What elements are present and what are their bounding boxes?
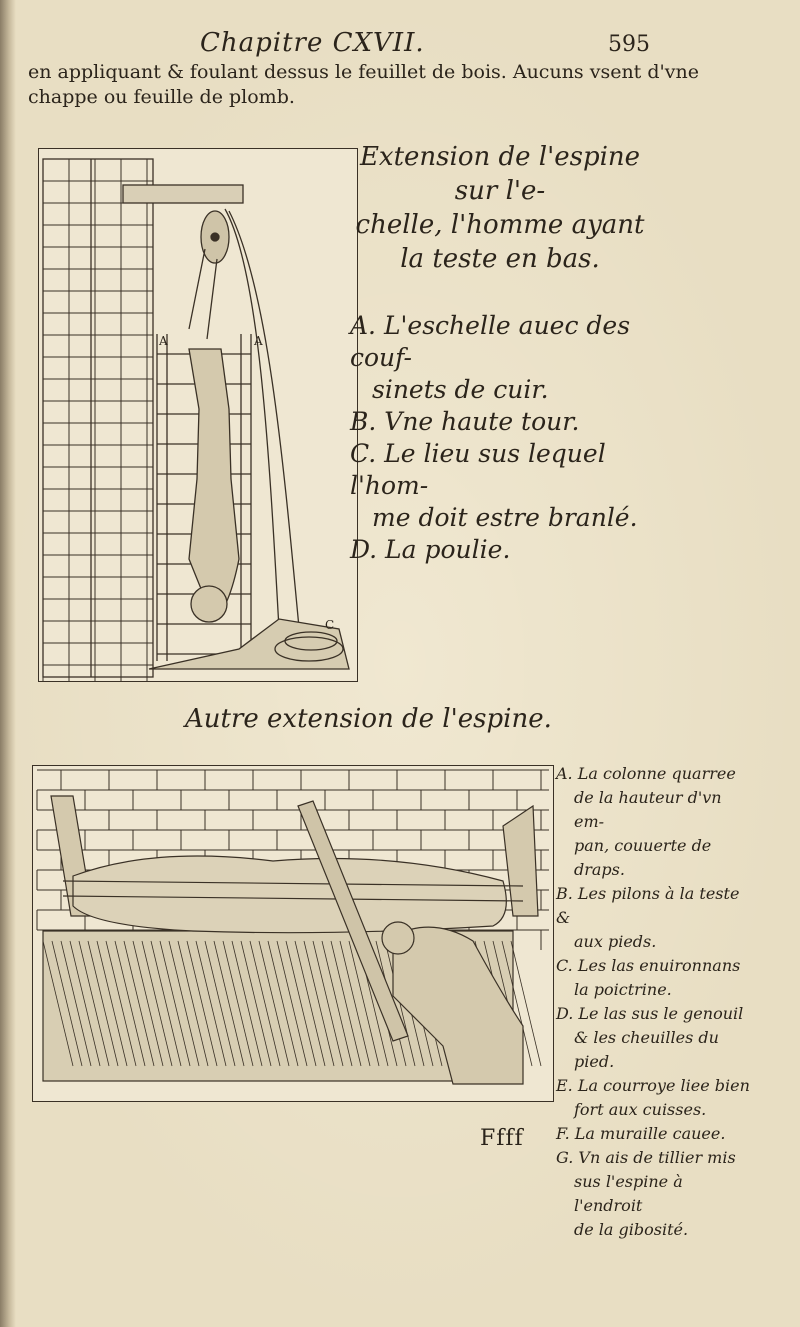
legend-line: me doit estre branlé.: [372, 503, 638, 532]
legend-item-c: [350, 438, 650, 534]
legend-line: sinets de cuir.: [372, 375, 549, 404]
legend-line: F. La muraille cauee.: [556, 1124, 726, 1143]
woodcut-table-extension: [32, 765, 554, 1102]
legend-line: B. Les pilons à la teste &: [556, 884, 740, 927]
legend-line: sus l'espine à l'endroit: [574, 1172, 683, 1215]
legend-item-g: [556, 1146, 756, 1242]
figure2-caption: Autre extension de l'espine.: [185, 704, 552, 734]
book-gutter: [0, 0, 16, 1327]
legend-line: C. Le lieu sus lequel l'hom-: [350, 439, 606, 500]
image-label-a: A: [159, 334, 168, 348]
legend-item-e: [556, 1074, 756, 1122]
legend-line: de la hauteur d'vn em-: [574, 788, 722, 831]
image-label-a: A: [254, 334, 263, 348]
legend-line: pan, couuerte de draps.: [574, 836, 712, 879]
caption-line: chelle, l'homme ayant: [355, 210, 645, 240]
body-text: [28, 60, 699, 110]
body-line: chappe ou feuille de plomb.: [28, 86, 295, 108]
legend-item-a: [556, 762, 756, 882]
legend-item-c: [556, 954, 756, 1002]
figure2-legend: [556, 762, 756, 1242]
legend-line: & les cheuilles du pied.: [574, 1028, 719, 1071]
woodcut-ladder-tower: [38, 148, 358, 682]
legend-line: D. Le las sus le genouil: [556, 1004, 744, 1023]
legend-item-b: [350, 406, 650, 438]
legend-line: E. La courroye liee bien: [556, 1076, 750, 1095]
legend-line: A. L'eschelle auec des couf-: [350, 311, 631, 372]
caption-line: Extension de l'espine sur l'e-: [359, 142, 641, 206]
printer-signature: Ffff: [480, 1126, 524, 1151]
legend-line: aux pieds.: [574, 932, 657, 951]
caption-line: la teste en bas.: [400, 244, 600, 274]
legend-item-f: [556, 1122, 756, 1146]
legend-item-d: [556, 1002, 756, 1074]
body-line: en appliquant & foulant dessus le feuillet de bois. Aucuns vsent d'vne: [28, 61, 699, 83]
figure1-legend: [350, 310, 650, 566]
page-number: 595: [608, 32, 650, 57]
chapter-title: Chapitre CXVII.: [200, 28, 425, 58]
legend-line: la poictrine.: [574, 980, 672, 999]
image-label-c: C: [325, 618, 335, 632]
figure1-caption: [340, 140, 660, 276]
legend-line: A. La colonne quarree: [556, 764, 736, 783]
legend-line: de la gibosité.: [574, 1220, 689, 1239]
legend-item-b: [556, 882, 756, 954]
legend-line: G. Vn ais de tillier mis: [556, 1148, 736, 1167]
legend-item-d: [350, 534, 650, 566]
legend-line: B. Vne haute tour.: [350, 407, 580, 436]
legend-line: D. La poulie.: [350, 535, 511, 564]
legend-line: C. Les las enuironnans: [556, 956, 741, 975]
legend-item-a: [350, 310, 650, 406]
legend-line: fort aux cuisses.: [574, 1100, 707, 1119]
